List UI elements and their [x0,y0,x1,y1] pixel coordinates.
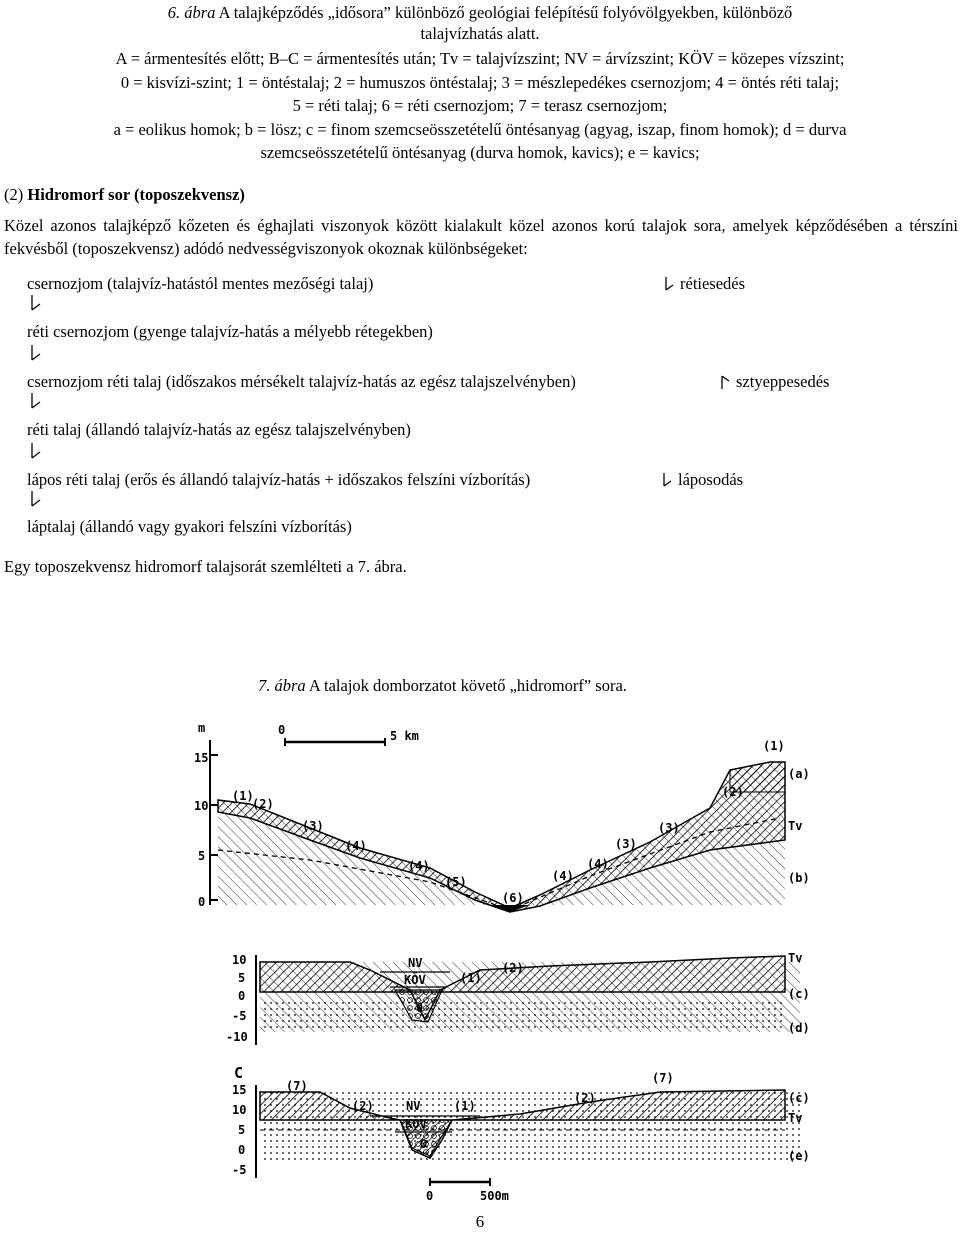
soil-label: (4) [408,859,430,873]
layer-label: Tv [788,951,803,965]
y-tick: 10 [232,953,247,967]
arrow-down-icon [27,490,41,508]
layer-label: Tv [788,819,803,833]
panel-letter: C [234,1064,244,1082]
soil-label: (2) [502,961,524,975]
section-number: (2) [4,185,24,204]
caption-6-line-2: talajvízhatás alatt. [420,24,540,43]
y-tick: -5 [232,1009,247,1023]
soil-label: (1) [454,1099,476,1113]
y-tick: 15 [232,1083,247,1097]
unit-label: m [198,721,206,735]
water-level-label: 0 [416,1001,424,1015]
layer-label: (c) [788,1091,810,1105]
water-level-label: KÖV [404,973,426,987]
caption-7 [258,676,627,696]
soil-label: (3) [658,821,680,835]
y-tick: 0 [238,989,246,1003]
y-tick: -10 [226,1030,248,1044]
y-tick: 10 [194,799,209,813]
y-tick: 5 [198,849,206,863]
water-level-label: KÖV [405,1117,427,1131]
closing-sentence: Egy toposzekvensz hidromorf talajsorát szemlélteti a 7. ábra. [4,557,407,576]
soil-label: (5) [445,875,467,889]
caption-6-text: A talajképződés „idősora” különböző geológiai felépítésű folyóvölgyekben, különböző [218,3,793,22]
soil-label: (3) [615,837,637,851]
arrow-down-icon [27,442,41,460]
arrow-down-icon [27,294,41,312]
soil-label: (1) [763,739,785,753]
scale-zero: 0 [426,1189,434,1203]
soil-label: (1) [460,971,482,985]
sequence-item-csernozjom: csernozjom (talajvíz-hatástól mentes mezőségi talaj) [27,274,374,293]
soil-label: (4) [587,857,609,871]
soil-label: (7) [286,1079,308,1093]
soil-label: (2) [352,1099,374,1113]
section-title: Hidromorf sor (toposzekvensz) [27,185,245,204]
legend-line: A = ármentesítés előtt; B–C = ármentesítés után; Tv = talajvízszint; NV = árvízszint; KÖV = közepes vízszint; [115,49,845,68]
page-number: 6 [475,1212,485,1231]
sequence-item-laptalaj: láptalaj (állandó vagy gyakori felszíni vízborítás) [27,517,352,536]
sequence-item-reti-csernozjom: réti csernozjom (gyenge talajvíz-hatás a mélyebb rétegekben) [27,322,433,341]
soil-label: (2) [574,1091,596,1105]
soil-label: (7) [652,1071,674,1085]
y-tick: 15 [194,751,209,765]
y-tick: 0 [198,895,206,909]
arrow-down-icon [662,276,674,292]
legend-line: 5 = réti talaj; 6 = réti csernozjom; 7 = terasz csernozjom; [292,96,668,115]
soil-label: (4) [345,839,367,853]
layer-label: Tv [788,1111,803,1125]
caption-6-line-1 [0,3,960,23]
bottom-panel [232,1064,810,1203]
caption-6-label: 6. ábra [167,3,216,22]
soil-label: (1) [232,789,254,803]
process-label: sztyeppesedés [736,372,830,391]
water-level-label: 0 [420,1137,428,1151]
y-tick: 5 [238,1123,246,1137]
layer-label: (b) [788,871,810,885]
sequence-item-reti-talaj: réti talaj (állandó talajvíz-hatás az egész talajszelvényben) [27,420,411,439]
layer-label: (d) [788,1021,810,1035]
section-heading [4,185,245,205]
soil-label: (3) [302,819,324,833]
section-paragraph: Közel azonos talajképző kőzeten és éghajlati viszonyok között kialakult közel azonos korú talajok sora, amelyek képződésében a térszíni fekvésből (toposzekvensz) adódó nedvességviszonyok okoznak különbségeket: [4,216,958,258]
top-panel [194,721,810,912]
soil-label: (6) [502,891,524,905]
scale-label: 5 km [390,729,419,743]
process-sztyeppesedes [718,372,829,392]
process-laposodas [660,470,743,490]
scale-zero: 0 [278,723,286,737]
arrow-up-icon [718,374,730,390]
soil-label: (4) [552,869,574,883]
middle-panel [226,951,810,1045]
sequence-item-lapos-reti: lápos réti talaj (erős és állandó talajvíz-hatás + időszakos felszíni vízborítás) [27,470,531,489]
layer-label: (c) [788,987,810,1001]
layer-label: (e) [788,1149,810,1163]
caption-7-text: A talajok domborzatot követő „hidromorf” sora. [308,676,627,695]
arrow-down-icon [27,344,41,362]
sequence-item-csernozjom-reti: csernozjom réti talaj (időszakos mérsékelt talajvíz-hatás az egész talajszelvényben) [27,372,576,391]
y-tick: 10 [232,1103,247,1117]
layer-label: (a) [788,767,810,781]
y-tick: 0 [238,1143,246,1157]
soil-label: (2) [252,797,274,811]
process-label: rétiesedés [680,274,746,293]
arrow-down-icon [27,392,41,410]
soil-label: (2) [722,785,744,799]
hydromorphic-sequence-figure [190,700,820,1210]
process-label: láposodás [678,470,744,489]
scale-label: 500m [480,1189,509,1203]
water-level-label: NV [406,1099,421,1113]
legend-line: szemcseösszetételű öntésanyag (durva homok, kavics); e = kavics; [260,143,700,162]
y-tick: -5 [232,1163,247,1177]
water-level-label: NV [408,956,423,970]
arrow-down-icon [660,472,672,488]
legend-line: a = eolikus homok; b = lösz; c = finom szemcseösszetételű öntésanyag (agyag, iszap, finom homok); d = durva [113,120,847,139]
y-tick: 5 [238,971,246,985]
legend-line: 0 = kisvízi-szint; 1 = öntéstalaj; 2 = humuszos öntéstalaj; 3 = mészlepedékes csernozjom; 4 = öntés réti talaj; [120,73,840,92]
caption-7-label: 7. ábra [258,676,306,695]
process-retiesedes [662,274,745,294]
